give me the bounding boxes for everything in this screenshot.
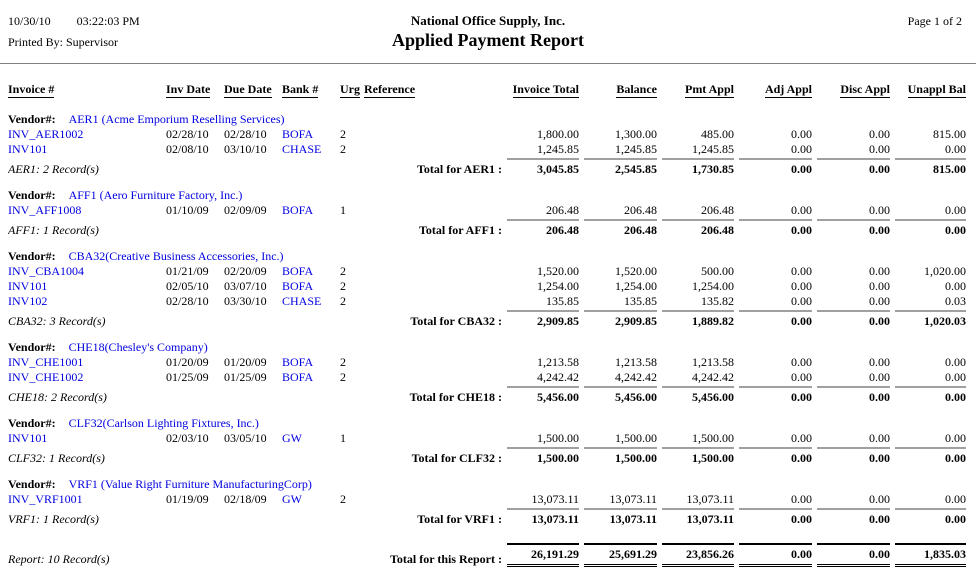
balance-cell: 1,254.00	[615, 279, 657, 293]
group-total-pmt-appl: 206.48	[657, 218, 734, 238]
bank-link[interactable]: BOFA	[282, 203, 314, 217]
invoice-number-link[interactable]: INV_CBA1004	[8, 264, 85, 278]
report-total-row	[8, 543, 966, 567]
adj-appl-cell: 0.00	[791, 492, 812, 506]
vendor-header-cell	[8, 107, 966, 127]
group-total-balance: 2,909.85	[579, 309, 657, 329]
pmt-appl-cell: 1,213.58	[692, 355, 734, 369]
group-total-unappl-bal: 0.00	[890, 446, 966, 466]
col-header-invoice: Invoice #	[8, 82, 55, 96]
bank-link[interactable]: CHASE	[282, 294, 322, 308]
invoice-row	[8, 370, 966, 385]
report-total-label: Total for this Report :	[390, 552, 502, 566]
group-record-count: AFF1: 1 Record(s)	[8, 223, 99, 237]
group-total-balance: 13,073.11	[579, 507, 657, 527]
unappl-bal-cell: 0.00	[945, 370, 966, 384]
group-total-row	[8, 507, 966, 527]
due-date-cell: 03/07/10	[224, 279, 267, 293]
group-total-balance: 1,500.00	[579, 446, 657, 466]
report-title: Applied Payment Report	[392, 30, 584, 50]
group-total-row	[8, 157, 966, 177]
group-total-disc-appl: 0.00	[812, 385, 890, 405]
unappl-bal-cell: 0.00	[945, 431, 966, 445]
adj-appl-cell: 0.00	[791, 127, 812, 141]
inv-date-cell: 01/21/09	[166, 264, 209, 278]
vendor-name-link[interactable]: AER1 (Acme Emporium Reselling Services)	[68, 112, 285, 126]
group-total-balance: 206.48	[579, 218, 657, 238]
invoice-number-link[interactable]: INV101	[8, 279, 48, 293]
reference-cell	[364, 203, 502, 218]
invoice-row	[8, 264, 966, 279]
adj-appl-cell: 0.00	[791, 142, 812, 156]
invoice-row	[8, 294, 966, 309]
invoice-row	[8, 492, 966, 507]
vendor-name-link[interactable]: CBA32(Creative Business Accessories, Inc.)	[68, 249, 284, 263]
group-total-disc-appl: 0.00	[812, 446, 890, 466]
pmt-appl-cell: 500.00	[701, 264, 734, 278]
balance-cell: 1,520.00	[615, 264, 657, 278]
balance-cell: 1,245.85	[615, 142, 657, 156]
urg-cell: 2	[340, 492, 346, 506]
pmt-appl-cell: 485.00	[701, 127, 734, 141]
vendor-name-link[interactable]: AFF1 (Aero Furniture Factory, Inc.)	[68, 188, 243, 202]
invoice-total-cell: 1,520.00	[537, 264, 579, 278]
col-header-invoice-total: Invoice Total	[512, 82, 579, 96]
group-total-row	[8, 309, 966, 329]
bank-link[interactable]: GW	[282, 492, 302, 506]
bank-link[interactable]: BOFA	[282, 370, 314, 384]
group-record-count: CLF32: 1 Record(s)	[8, 451, 105, 465]
reference-cell	[364, 127, 502, 142]
reference-cell	[364, 492, 502, 507]
balance-cell: 1,213.58	[615, 355, 657, 369]
disc-appl-cell: 0.00	[869, 264, 890, 278]
group-total-label: Total for AFF1 :	[419, 223, 502, 237]
group-total-pmt-appl: 1,730.85	[657, 157, 734, 177]
urg-cell: 2	[340, 127, 346, 141]
unappl-bal-cell: 0.00	[945, 355, 966, 369]
due-date-cell: 02/09/09	[224, 203, 267, 217]
reference-cell	[364, 279, 502, 294]
vendor-header-cell	[8, 183, 966, 203]
invoice-total-cell: 135.85	[546, 294, 579, 308]
invoice-row	[8, 203, 966, 218]
group-total-unappl-bal: 0.00	[890, 385, 966, 405]
group-total-pmt-appl: 13,073.11	[657, 507, 734, 527]
disc-appl-cell: 0.00	[869, 142, 890, 156]
reference-cell	[364, 142, 502, 157]
group-total-row	[8, 446, 966, 466]
report-total-invoice-total: 26,191.29	[502, 543, 579, 567]
print-date: 10/30/10	[8, 14, 51, 28]
due-date-cell: 03/10/10	[224, 142, 267, 156]
adj-appl-cell: 0.00	[791, 264, 812, 278]
group-total-invoice-total: 3,045.85	[502, 157, 579, 177]
invoice-number-link[interactable]: INV101	[8, 431, 48, 445]
vendor-header-row	[8, 472, 966, 492]
balance-cell: 1,300.00	[615, 127, 657, 141]
pmt-appl-cell: 206.48	[701, 203, 734, 217]
group-total-unappl-bal: 815.00	[890, 157, 966, 177]
reference-cell	[364, 431, 502, 446]
vendor-header-row	[8, 411, 966, 431]
group-total-pmt-appl: 1,889.82	[657, 309, 734, 329]
inv-date-cell: 01/20/09	[166, 355, 209, 369]
vendor-name-link[interactable]: VRF1 (Value Right Furniture ManufacturingCorp)	[68, 477, 312, 491]
group-record-count: CHE18: 2 Record(s)	[8, 390, 107, 404]
group-total-balance: 2,545.85	[579, 157, 657, 177]
group-total-invoice-total: 206.48	[502, 218, 579, 238]
urg-cell: 1	[340, 203, 346, 217]
disc-appl-cell: 0.00	[869, 355, 890, 369]
col-header-reference: Reference	[364, 82, 416, 96]
vendor-number-label: Vendor#:	[8, 188, 56, 202]
group-total-label: Total for CHE18 :	[409, 390, 502, 404]
vendor-header-cell	[8, 244, 966, 264]
due-date-cell: 02/28/10	[224, 127, 267, 141]
group-total-unappl-bal: 1,020.03	[890, 309, 966, 329]
due-date-cell: 01/20/09	[224, 355, 267, 369]
col-header-bank: Bank #	[282, 82, 319, 96]
invoice-number-link[interactable]: INV_AFF1008	[8, 203, 82, 217]
vendor-header-row	[8, 107, 966, 127]
vendor-header-cell	[8, 411, 966, 431]
report-total-adj-appl: 0.00	[734, 543, 812, 567]
report-page-header	[0, 0, 976, 64]
reference-cell	[364, 355, 502, 370]
vendor-number-label: Vendor#:	[8, 249, 56, 263]
urg-cell: 1	[340, 431, 346, 445]
spacer-row	[8, 527, 966, 543]
vendor-number-label: Vendor#:	[8, 340, 56, 354]
invoice-number-link[interactable]: INV101	[8, 142, 48, 156]
invoice-number-link[interactable]: INV_VRF1001	[8, 492, 83, 506]
company-name: National Office Supply, Inc.	[410, 13, 566, 28]
due-date-cell: 03/30/10	[224, 294, 267, 308]
bank-link[interactable]: BOFA	[282, 355, 314, 369]
urg-cell: 2	[340, 370, 346, 384]
col-header-inv-date: Inv Date	[166, 82, 211, 96]
group-total-adj-appl: 0.00	[734, 309, 812, 329]
inv-date-cell: 01/19/09	[166, 492, 209, 506]
vendor-header-row	[8, 244, 966, 264]
bank-link[interactable]: GW	[282, 431, 302, 445]
vendor-number-label: Vendor#:	[8, 416, 56, 430]
unappl-bal-cell: 0.00	[945, 142, 966, 156]
group-total-label: Total for CBA32 :	[410, 314, 502, 328]
invoice-total-cell: 1,800.00	[537, 127, 579, 141]
urg-cell: 2	[340, 294, 346, 308]
unappl-bal-cell: 0.00	[945, 492, 966, 506]
urg-cell: 2	[340, 279, 346, 293]
invoice-total-cell: 206.48	[546, 203, 579, 217]
group-total-invoice-total: 1,500.00	[502, 446, 579, 466]
report-total-pmt-appl: 23,856.26	[657, 543, 734, 567]
vendor-name-link[interactable]: CHE18(Chesley's Company)	[68, 340, 208, 354]
vendor-header-cell	[8, 472, 966, 492]
invoice-row	[8, 127, 966, 142]
group-total-adj-appl: 0.00	[734, 218, 812, 238]
reference-cell	[364, 264, 502, 279]
vendor-header-cell	[8, 335, 966, 355]
pmt-appl-cell: 135.82	[701, 294, 734, 308]
vendor-number-label: Vendor#:	[8, 477, 56, 491]
col-header-pmt-appl: Pmt Appl	[684, 82, 734, 96]
report-total-unappl-bal: 1,835.03	[890, 543, 966, 567]
inv-date-cell: 02/28/10	[166, 127, 209, 141]
balance-cell: 13,073.11	[609, 492, 657, 506]
invoice-row	[8, 355, 966, 370]
invoice-row	[8, 142, 966, 157]
group-total-invoice-total: 5,456.00	[502, 385, 579, 405]
due-date-cell: 02/18/09	[224, 492, 267, 506]
inv-date-cell: 02/08/10	[166, 142, 209, 156]
column-header-row	[8, 70, 966, 107]
bank-link[interactable]: BOFA	[282, 264, 314, 278]
payment-report-table	[8, 70, 966, 567]
adj-appl-cell: 0.00	[791, 279, 812, 293]
report-total-balance: 25,691.29	[579, 543, 657, 567]
invoice-number-link[interactable]: INV102	[8, 294, 48, 308]
group-total-adj-appl: 0.00	[734, 446, 812, 466]
disc-appl-cell: 0.00	[869, 127, 890, 141]
col-header-disc-appl: Disc Appl	[840, 82, 890, 96]
pmt-appl-cell: 4,242.42	[692, 370, 734, 384]
group-record-count: CBA32: 3 Record(s)	[8, 314, 106, 328]
vendor-header-row	[8, 335, 966, 355]
invoice-total-cell: 13,073.11	[531, 492, 579, 506]
pmt-appl-cell: 1,254.00	[692, 279, 734, 293]
disc-appl-cell: 0.00	[869, 431, 890, 445]
due-date-cell: 03/05/10	[224, 431, 267, 445]
group-total-disc-appl: 0.00	[812, 157, 890, 177]
vendor-header-row	[8, 183, 966, 203]
invoice-row	[8, 279, 966, 294]
invoice-total-cell: 4,242.42	[537, 370, 579, 384]
group-total-row	[8, 385, 966, 405]
pmt-appl-cell: 1,500.00	[692, 431, 734, 445]
group-total-adj-appl: 0.00	[734, 507, 812, 527]
group-record-count: VRF1: 1 Record(s)	[8, 512, 99, 526]
group-total-disc-appl: 0.00	[812, 218, 890, 238]
adj-appl-cell: 0.00	[791, 203, 812, 217]
group-total-label: Total for CLF32 :	[411, 451, 502, 465]
unappl-bal-cell: 0.03	[945, 294, 966, 308]
report-record-count: Report: 10 Record(s)	[8, 552, 110, 566]
urg-cell: 2	[340, 264, 346, 278]
reference-cell	[364, 294, 502, 309]
inv-date-cell: 01/10/09	[166, 203, 209, 217]
printed-by: Printed By: Supervisor	[8, 35, 118, 49]
invoice-total-cell: 1,500.00	[537, 431, 579, 445]
group-total-disc-appl: 0.00	[812, 507, 890, 527]
balance-cell: 206.48	[624, 203, 657, 217]
group-total-label: Total for AER1 :	[416, 162, 502, 176]
balance-cell: 1,500.00	[615, 431, 657, 445]
group-total-label: Total for VRF1 :	[417, 512, 502, 526]
disc-appl-cell: 0.00	[869, 370, 890, 384]
col-header-urg: Urg	[340, 82, 360, 96]
invoice-row	[8, 431, 966, 446]
group-total-unappl-bal: 0.00	[890, 507, 966, 527]
vendor-number-label: Vendor#:	[8, 112, 56, 126]
adj-appl-cell: 0.00	[791, 431, 812, 445]
urg-cell: 2	[340, 142, 346, 156]
group-total-adj-appl: 0.00	[734, 385, 812, 405]
balance-cell: 4,242.42	[615, 370, 657, 384]
col-header-balance: Balance	[616, 82, 657, 96]
inv-date-cell: 02/28/10	[166, 294, 209, 308]
adj-appl-cell: 0.00	[791, 294, 812, 308]
group-total-invoice-total: 13,073.11	[502, 507, 579, 527]
disc-appl-cell: 0.00	[869, 492, 890, 506]
group-total-invoice-total: 2,909.85	[502, 309, 579, 329]
invoice-total-cell: 1,254.00	[537, 279, 579, 293]
page-indicator: Page 1 of 2	[907, 14, 962, 28]
col-header-due-date: Due Date	[224, 82, 272, 96]
disc-appl-cell: 0.00	[869, 294, 890, 308]
urg-cell: 2	[340, 355, 346, 369]
balance-cell: 135.85	[624, 294, 657, 308]
disc-appl-cell: 0.00	[869, 203, 890, 217]
inv-date-cell: 02/03/10	[166, 431, 209, 445]
bank-link[interactable]: CHASE	[282, 142, 322, 156]
inv-date-cell: 01/25/09	[166, 370, 209, 384]
bank-link[interactable]: BOFA	[282, 127, 314, 141]
unappl-bal-cell: 1,020.00	[924, 264, 966, 278]
group-total-balance: 5,456.00	[579, 385, 657, 405]
due-date-cell: 01/25/09	[224, 370, 267, 384]
pmt-appl-cell: 13,073.11	[686, 492, 734, 506]
unappl-bal-cell: 815.00	[933, 127, 966, 141]
print-time: 03:22:03 PM	[76, 14, 140, 28]
invoice-number-link[interactable]: INV_CHE1002	[8, 370, 84, 384]
group-total-pmt-appl: 5,456.00	[657, 385, 734, 405]
adj-appl-cell: 0.00	[791, 355, 812, 369]
disc-appl-cell: 0.00	[869, 279, 890, 293]
report-total-disc-appl: 0.00	[812, 543, 890, 567]
due-date-cell: 02/20/09	[224, 264, 267, 278]
col-header-adj-appl: Adj Appl	[764, 82, 812, 96]
invoice-total-cell: 1,245.85	[537, 142, 579, 156]
bank-link[interactable]: BOFA	[282, 279, 314, 293]
reference-cell	[364, 370, 502, 385]
group-total-pmt-appl: 1,500.00	[657, 446, 734, 466]
invoice-number-link[interactable]: INV_AER1002	[8, 127, 84, 141]
col-header-unappl-bal: Unappl Bal	[907, 82, 966, 96]
unappl-bal-cell: 0.00	[945, 279, 966, 293]
invoice-number-link[interactable]: INV_CHE1001	[8, 355, 84, 369]
vendor-name-link[interactable]: CLF32(Carlson Lighting Fixtures, Inc.)	[68, 416, 259, 430]
pmt-appl-cell: 1,245.85	[692, 142, 734, 156]
unappl-bal-cell: 0.00	[945, 203, 966, 217]
group-record-count: AER1: 2 Record(s)	[8, 162, 99, 176]
adj-appl-cell: 0.00	[791, 370, 812, 384]
group-total-adj-appl: 0.00	[734, 157, 812, 177]
group-total-disc-appl: 0.00	[812, 309, 890, 329]
inv-date-cell: 02/05/10	[166, 279, 209, 293]
invoice-total-cell: 1,213.58	[537, 355, 579, 369]
group-total-row	[8, 218, 966, 238]
group-total-unappl-bal: 0.00	[890, 218, 966, 238]
